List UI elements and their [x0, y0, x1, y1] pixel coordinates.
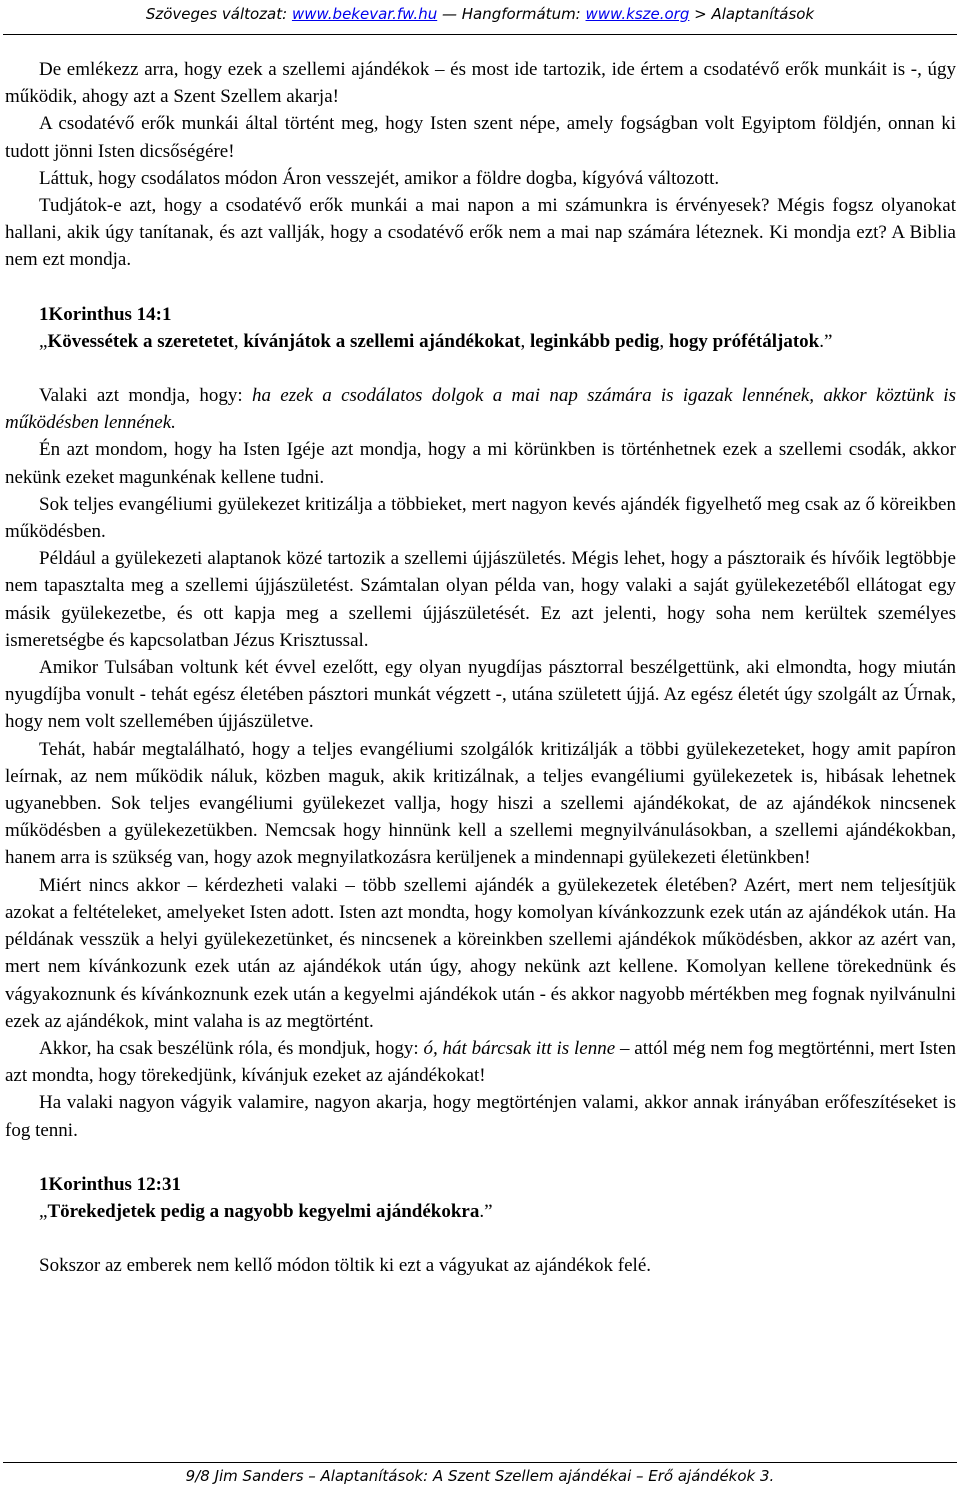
- paragraph: A csodatévő erők munkái által történt meg, hogy Isten szent népe, amely fogságban volt Egyiptom földjén, onnan ki tudott jönni Isten dicsőségére!: [5, 113, 956, 162]
- paragraph: Tudjátok-e azt, hogy a csodatévő erők munkái a mai napon a mi számunkra is érvényesek? Mégis fogsz olyanokat hallani, akik úgy tanítanak, és azt vallják, hogy a csodatévő erők nem a mai nap számára léteznek. Ki mondja ezt? A Biblia nem ezt mondja.: [5, 195, 956, 271]
- header-prefix: Szöveges változat:: [145, 5, 292, 23]
- paragraph: De emlékezz arra, hogy ezek a szellemi ajándékok – és most ide tartozik, ide értem a csodatévő erők munkáit is -, úgy működik, ahogy azt a Szent Szellem akarja!: [5, 59, 956, 108]
- paragraph: Sok teljes evangéliumi gyülekezet kritizálja a többieket, mert nagyon kevés ajándék figyelhető meg csak az ő köreikben működésben.: [5, 493, 956, 543]
- spacer: [5, 355, 956, 382]
- ksze-link[interactable]: www.ksze.org: [585, 5, 690, 23]
- header-suffix: > Alaptanítások: [689, 5, 815, 23]
- paragraph: Miért nincs akkor – kérdezheti valaki – több szellemi ajándék a gyülekezetek életében? Azért, mert nem teljesítjük azokat a feltételeket, amelyeket Isten adott. Isten azt mondta, hogy komolyan kívánkozzunk ezek után az ajándékok után. Ha példának vesszük a helyi gyülekezetünket, és nincsenek a köreinkben szellemi ajándékok működésben, akkor az azért van, mert nem kívánkozunk ezek után az ajándékok után úgy, ahogy nekünk azt kellene. Komolyan kellene törekednünk és vágyakoznunk és kívánkoznunk ezek után a kegyelmi ajándékok után - és akkor nagyobb mértékben meg fognak nyilvánulni ezek az ajándékok, mint valaha is az megtörtént.: [5, 874, 956, 1032]
- paragraph: Láttuk, hogy csodálatos módon Áron vesszejét, amikor a földre dogba, kígyóvá változott.: [39, 167, 720, 189]
- paragraph: Akkor, ha csak beszélünk róla, és mondjuk, hogy: ó, hát bárcsak itt is lenne – attól még nem fog megtörténni, mert Isten azt mondta, hogy törekedjünk, kívánjuk ezeket az ajándékokat!: [5, 1037, 957, 1087]
- paragraph: Tehát, habár megtalálható, hogy a teljes evangéliumi szolgálók kritizálják a többi gyülekezeteket, hogy amit papíron leírnak, az nem működik náluk, közben maguk, akik kritizálnak, a teljes evangéliumi gyülekezetek is, hibásak lehetnek ugyanebben. Sok teljes evangéliumi gyülekezet vallja, hogy hiszi a szellemi ajándékokat, de az ajándékok nincsenek működésben a gyülekezetükben. Nemcsak hogy hinnünk kell a szellemi megnyilvánulásokban, a szellemi ajándékokban, hanem arra is szükség van, hogy azok megnyilatkozásra kerüljenek a mindennapi gyülekezeti életünkben!: [5, 738, 956, 869]
- page-header: [0, 0, 960, 34]
- header-middle: — Hangformátum:: [437, 5, 586, 23]
- header-divider: [3, 34, 957, 35]
- paragraph: Például a gyülekezeti alaptanok közé tartozik a szellemi újjászületés. Mégis lehet, hogy a pásztoraik és hívőik legtöbbje nem tapasztalta meg a szellemi újjászületést. Számtalan olyan példa van, hogy valaki a saját gyülekezetéből ellátogat egy másik gyülekezetbe, és ott kapja meg a szellemi újjászületését. Ez azt jelenti, hogy soha nem kerültek személyes ismeretségbe és kapcsolatban Jézus Krisztussal.: [5, 548, 956, 651]
- paragraph: Én azt mondom, hogy ha Isten Igéje azt mondja, hogy a mi körünkben is történhetnek ezek a szellemi csodák, akkor nekünk ezeket magunkénak kellene tudni.: [5, 439, 956, 488]
- paragraph: Amikor Tulsában voltunk két évvel ezelőtt, egy olyan nyugdíjas pásztorral beszélgettünk, aki elmondta, hogy miután nyugdíjba vonult - tehát egész életében pásztori munkát végzett -, utána született újjá. Az egész életét úgy szolgált az Úrnak, hogy nem volt szellemében újjászületve.: [5, 657, 956, 733]
- scripture-reference: 1Korinthus 14:1: [39, 303, 172, 325]
- scripture-reference: 1Korinthus 12:31: [39, 1173, 181, 1195]
- paragraph: Valaki azt mondja, hogy: ha ezek a csodálatos dolgok a mai nap számára is igazak lennének, akkor köztünk is működésben lennének.: [5, 385, 956, 434]
- scripture-quote: „Törekedjetek pedig a nagyobb kegyelmi ajándékokra.”: [39, 1200, 493, 1222]
- scripture-quote: „Kövessétek a szeretetet, kívánjátok a szellemi ajándékokat, leginkább pedig, hogy prófétáljatok.”: [39, 330, 833, 352]
- footer-divider: [3, 1462, 957, 1463]
- document-body: [5, 56, 956, 1279]
- spacer: [5, 1144, 956, 1171]
- spacer: [5, 274, 956, 301]
- spacer: [5, 1225, 956, 1252]
- bekevar-link[interactable]: www.bekevar.fw.hu: [291, 5, 438, 23]
- paragraph: Ha valaki nagyon vágyik valamire, nagyon akarja, hogy megtörténjen valami, akkor annak irányában erőfeszítéseket is fog tenni.: [5, 1092, 956, 1141]
- page-footer: 9/8 Jim Sanders – Alaptanítások: A Szent Szellem ajándékai – Erő ajándékok 3.: [185, 1467, 775, 1485]
- paragraph: Sokszor az emberek nem kellő módon töltik ki ezt a vágyukat az ajándékok felé.: [39, 1255, 652, 1277]
